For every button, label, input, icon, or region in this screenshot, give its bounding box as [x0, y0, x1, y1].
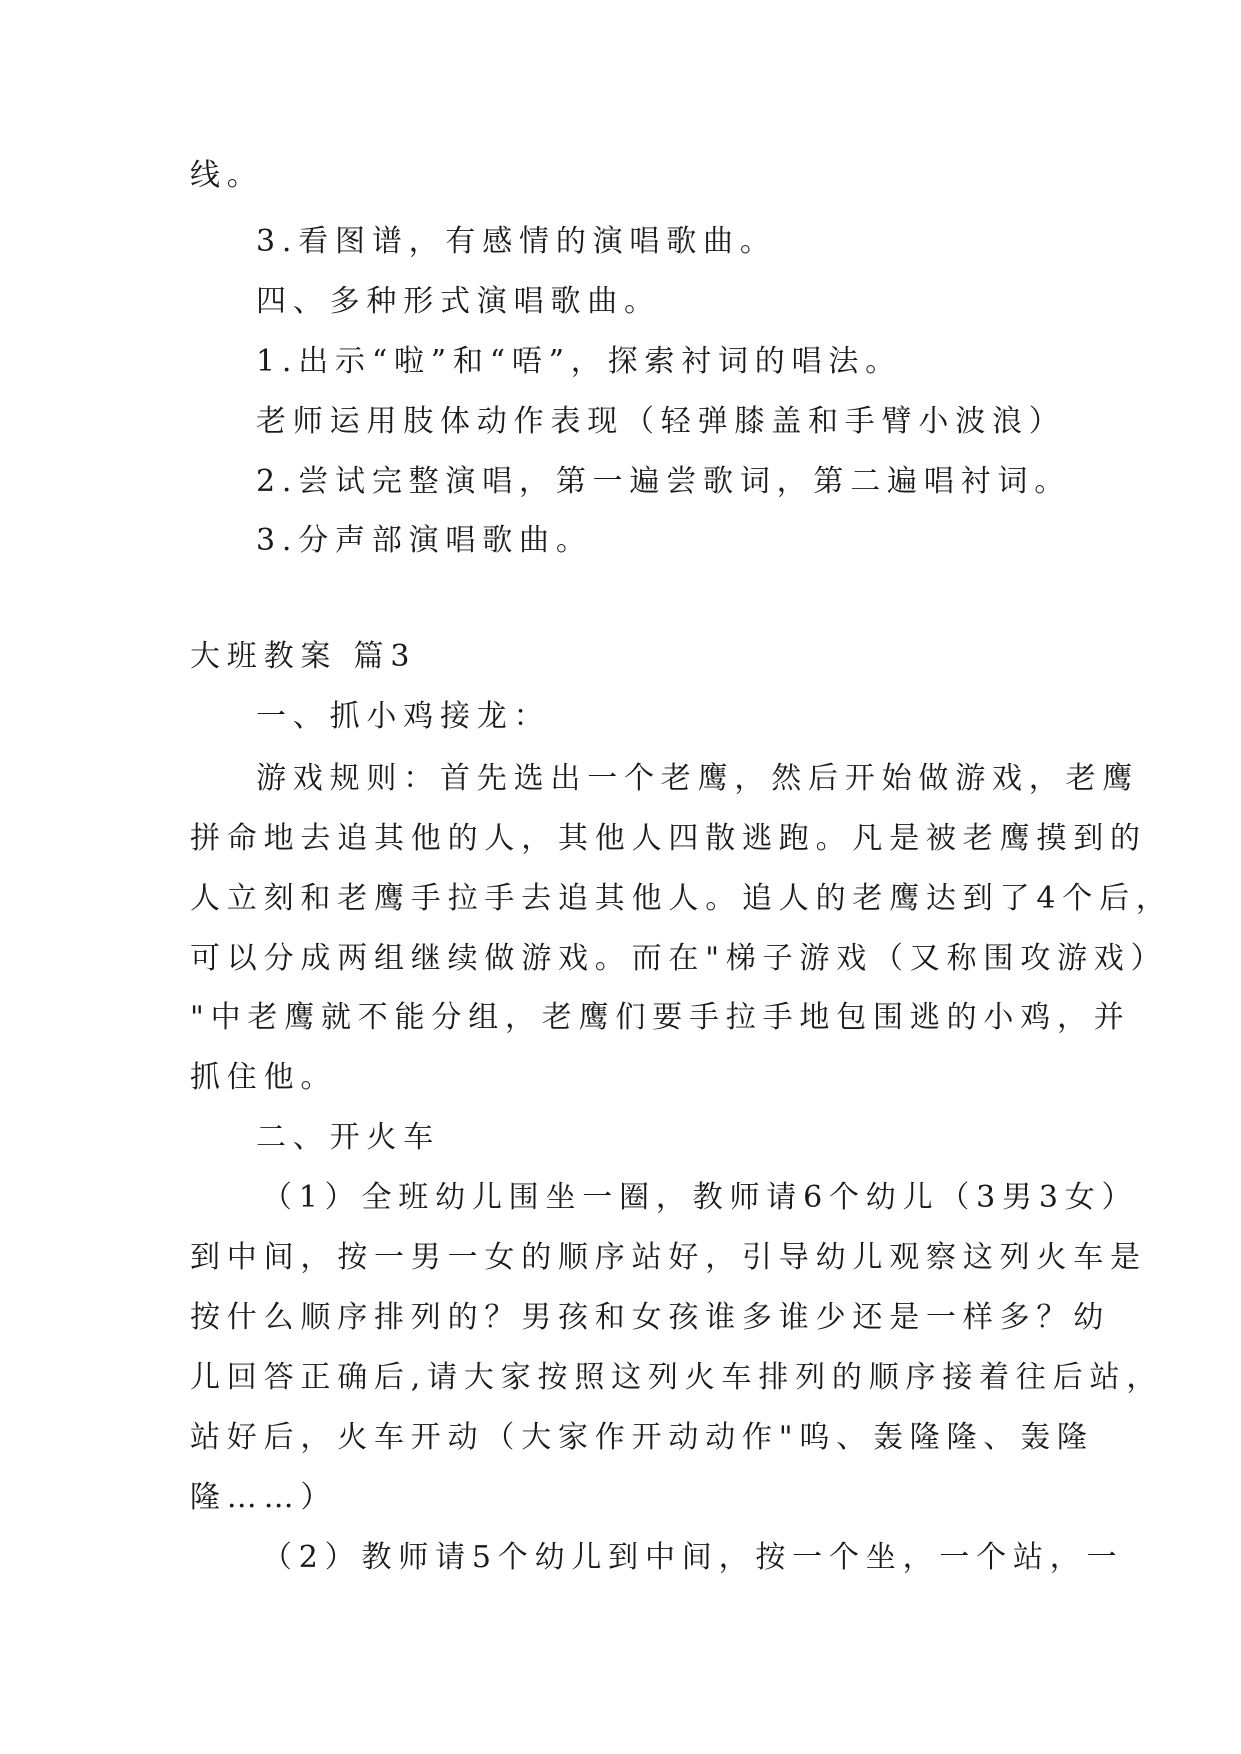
- text-line: 抓住他。: [190, 1060, 338, 1095]
- text-line: "中老鹰就不能分组，老鹰们要手拉手地包围逃的小鸡，并: [190, 1000, 1131, 1035]
- text-line: 站好后，火车开动（大家作开动动作"呜、轰隆隆、轰隆: [190, 1420, 1094, 1455]
- section-heading: 二、开火车: [256, 1120, 440, 1155]
- text-line: 2.尝试完整演唱，第一遍尝歌词，第二遍唱衬词。: [256, 464, 1072, 499]
- text-line: （2）教师请5个幼儿到中间，按一个坐，一个站，一: [262, 1540, 1124, 1575]
- text-line: （1）全班幼儿围坐一圈，教师请6个幼儿（3男3女）: [262, 1180, 1139, 1215]
- text-line: 1.出示“啦”和“唔”，探索衬词的唱法。: [256, 344, 902, 379]
- section-heading: 四、多种形式演唱歌曲。: [256, 284, 661, 319]
- section-heading: 一、抓小鸡接龙：: [256, 699, 551, 734]
- text-line: 拼命地去追其他的人，其他人四散逃跑。凡是被老鹰摸到的: [190, 821, 1147, 856]
- text-line: 隆……）: [190, 1480, 338, 1515]
- text-line: 到中间，按一男一女的顺序站好，引导幼儿观察这列火车是: [190, 1240, 1147, 1275]
- text-line: 按什么顺序排列的？男孩和女孩谁多谁少还是一样多？幼: [190, 1300, 1110, 1335]
- text-line: 老师运用肢体动作表现（轻弹膝盖和手臂小波浪）: [256, 404, 1066, 439]
- document-title: 大班教案 篇3: [190, 639, 417, 674]
- text-line: 3.分声部演唱歌曲。: [256, 523, 593, 558]
- text-line: 儿回答正确后,请大家按照这列火车排列的顺序接着往后站，: [190, 1360, 1164, 1395]
- text-line: 游戏规则：首先选出一个老鹰，然后开始做游戏，老鹰: [256, 761, 1140, 796]
- text-line: 3.看图谱，有感情的演唱歌曲。: [256, 224, 777, 259]
- text-line: 线。: [190, 158, 264, 193]
- text-line: 可以分成两组继续做游戏。而在"梯子游戏（又称围攻游戏）: [190, 941, 1168, 976]
- text-line: 人立刻和老鹰手拉手去追其他人。追人的老鹰达到了4个后，: [190, 881, 1173, 916]
